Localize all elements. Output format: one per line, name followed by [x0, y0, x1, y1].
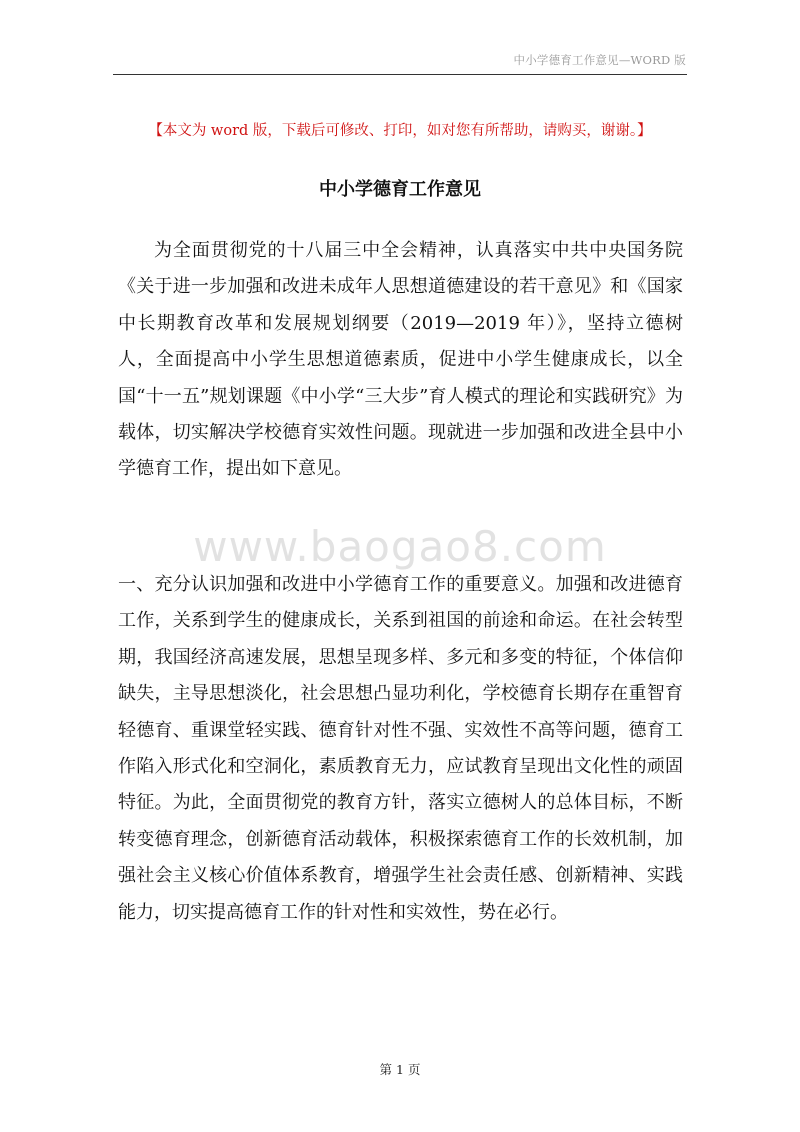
- section-one-paragraph: 一、充分认识加强和改进中小学德育工作的重要意义。加强和改进德育工作，关系到学生的健康成长，关系到祖国的前途和命运。在社会转型期，我国经济高速发展，思想呈现多样、多元和多变的特征，个体信仰缺失，主导思想淡化，社会思想凸显功利化，学校德育长期存在重智育轻德育、重课堂轻实践、德育针对性不强、实效性不高等问题，德育工作陷入形式化和空洞化，素质教育无力，应试教育呈现出文化性的顽固特征。为此，全面贯彻党的教育方针，落实立德树人的总体目标，不断转变德育理念，创新德育活动载体，积极探索德育工作的长效机制，加强社会主义核心价值体系教育，增强学生社会责任感、创新精神、实践能力，切实提高德育工作的针对性和实效性，势在必行。: [118, 574, 683, 923]
- intro-paragraph: 为全面贯彻党的十八届三中全会精神，认真落实中共中央国务院《关于进一步加强和改进未成年人思想道德建设的若干意见》和《国家中长期教育改革和发展规划纲要（2019—2019 年）》，坚持立德树人，全面提高中小学生思想道德素质，促进中小学生健康成长，以全国“十一五”规划课题《中小学“三大步”育人模式的理论和实践研究》为载体，切实解决学校德育实效性问题。现就进一步加强和改进全县中小学德育工作，提出如下意见。: [118, 240, 683, 480]
- running-header: 中小学德育工作意见—WORD 版: [513, 53, 686, 67]
- watermark: www.baogao8.com: [193, 522, 607, 571]
- header-divider: [113, 74, 687, 75]
- page-number: 第 1 页: [379, 1062, 421, 1077]
- purchase-notice: 【本文为 word 版，下载后可修改、打印，如对您有所帮助，请购买，谢谢。】: [148, 123, 652, 139]
- document-title: 中小学德育工作意见: [319, 179, 481, 200]
